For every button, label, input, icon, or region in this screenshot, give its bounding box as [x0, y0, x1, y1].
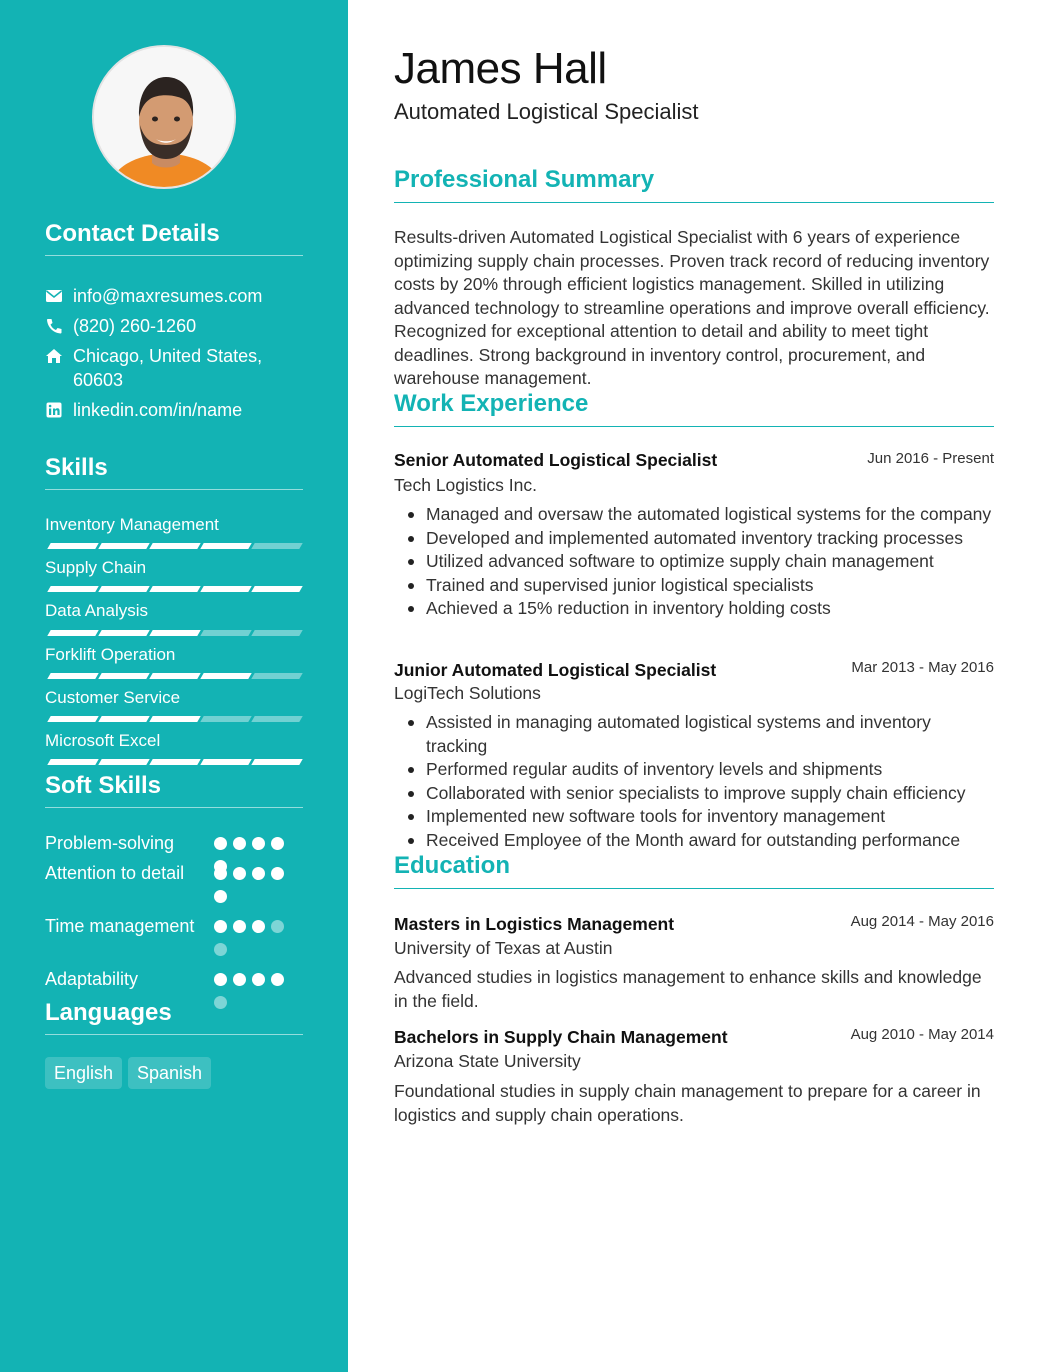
job-bullet: Trained and supervised junior logistical specialists — [404, 574, 994, 598]
experience-heading: Work Experience — [394, 390, 994, 427]
skill-name: Microsoft Excel — [45, 731, 161, 750]
summary-heading: Professional Summary — [394, 166, 994, 203]
skill-bar — [45, 759, 303, 765]
job-company: LogiTech Solutions — [394, 683, 541, 703]
contact-linkedin-text: linkedin.com/in/name — [73, 400, 243, 420]
sidebar — [0, 0, 348, 1372]
soft-skill-name: Adaptability — [45, 969, 139, 989]
job-title: Senior Automated Logistical Specialist — [394, 450, 718, 470]
skill-segment-filled — [149, 630, 200, 636]
skill-segment-empty — [251, 543, 302, 549]
contact-address-text: Chicago, United States, 60603 — [73, 346, 263, 390]
skill-segment-filled — [200, 586, 251, 592]
job-bullet: Achieved a 15% reduction in inventory holding costs — [404, 597, 994, 621]
education-school: Arizona State University — [394, 1051, 581, 1071]
rating-dot-filled — [214, 920, 227, 933]
skill-segment-filled — [47, 716, 98, 722]
skill-segment-filled — [251, 586, 302, 592]
job-dates: Mar 2013 - May 2016 — [851, 659, 994, 676]
rating-dot-filled — [252, 837, 265, 850]
rating-dot-filled — [252, 920, 265, 933]
rating-dot-filled — [214, 890, 227, 903]
skill-name: Inventory Management — [45, 515, 219, 534]
education-dates: Aug 2014 - May 2016 — [850, 913, 994, 930]
education-degree: Masters in Logistics Management — [394, 914, 675, 934]
skill-name: Supply Chain — [45, 558, 147, 577]
skill-segment-filled — [149, 586, 200, 592]
education-description: Foundational studies in supply chain management to prepare for a career in logistics and supply chain operations. — [394, 1081, 981, 1125]
skill-segment-filled — [200, 673, 251, 679]
contact-phone-text: (820) 260-1260 — [73, 316, 197, 336]
skill-segment-empty — [200, 630, 251, 636]
skill-bar — [45, 543, 303, 549]
home-icon — [45, 348, 63, 364]
rating-dot-filled — [233, 837, 246, 850]
skill-segment-filled — [98, 759, 149, 765]
linkedin-icon — [45, 402, 63, 418]
skills-heading: Skills — [45, 454, 303, 490]
email-icon — [45, 288, 63, 304]
skill-segment-filled — [47, 586, 98, 592]
job-company: Tech Logistics Inc. — [394, 475, 537, 495]
skill-segment-empty — [251, 716, 302, 722]
skill-segment-filled — [47, 673, 98, 679]
skill-bar — [45, 673, 303, 679]
candidate-title: Automated Logistical Specialist — [394, 99, 699, 124]
skill-segment-filled — [47, 630, 98, 636]
rating-dot-filled — [252, 973, 265, 986]
avatar — [92, 45, 236, 189]
profile-photo — [94, 47, 236, 189]
languages-heading: Languages — [45, 999, 303, 1035]
skill-segment-filled — [200, 759, 251, 765]
skill-segment-filled — [149, 673, 200, 679]
soft-skills-heading: Soft Skills — [45, 772, 303, 808]
rating-dot-filled — [214, 867, 227, 880]
contact-heading: Contact Details — [45, 220, 303, 256]
phone-icon — [45, 318, 63, 334]
skill-segment-filled — [98, 543, 149, 549]
rating-dot-filled — [233, 973, 246, 986]
skill-segment-empty — [251, 630, 302, 636]
education-heading: Education — [394, 852, 994, 889]
job-dates: Jun 2016 - Present — [867, 450, 994, 467]
skill-segment-filled — [251, 759, 302, 765]
skill-bar — [45, 630, 303, 636]
rating-dot-filled — [271, 973, 284, 986]
language-chip: English — [45, 1057, 122, 1089]
skill-segment-empty — [200, 716, 251, 722]
skill-segment-filled — [98, 673, 149, 679]
job-title: Junior Automated Logistical Specialist — [394, 660, 717, 680]
job-bullet: Managed and oversaw the automated logistical systems for the company — [404, 503, 994, 527]
education-degree: Bachelors in Supply Chain Management — [394, 1027, 728, 1047]
rating-dot-filled — [233, 867, 246, 880]
rating-dot-filled — [271, 837, 284, 850]
rating-dot-empty — [271, 920, 284, 933]
skill-segment-filled — [98, 630, 149, 636]
job-bullet: Implemented new software tools for inventory management — [404, 805, 994, 829]
job-bullets — [404, 503, 994, 621]
rating-dot-filled — [271, 867, 284, 880]
rating-dot-filled — [214, 837, 227, 850]
skill-name: Data Analysis — [45, 601, 148, 620]
job-bullet: Received Employee of the Month award for outstanding performance — [404, 829, 994, 853]
rating-dot-filled — [252, 867, 265, 880]
job-bullet: Utilized advanced software to optimize supply chain management — [404, 550, 994, 574]
skill-segment-empty — [251, 673, 302, 679]
skill-segment-filled — [149, 759, 200, 765]
soft-skill-name: Problem-solving — [45, 833, 175, 853]
skill-name: Customer Service — [45, 688, 181, 707]
skill-bar — [45, 716, 303, 722]
job-bullet: Collaborated with senior specialists to improve supply chain efficiency — [404, 782, 994, 806]
language-chip: Spanish — [128, 1057, 211, 1089]
skill-name: Forklift Operation — [45, 645, 176, 664]
skill-segment-filled — [47, 759, 98, 765]
rating-dot-empty — [214, 943, 227, 956]
soft-skill-name: Attention to detail — [45, 863, 185, 883]
candidate-name: James Hall — [394, 44, 607, 93]
skill-bar — [45, 586, 303, 592]
rating-dot-filled — [233, 920, 246, 933]
job-bullet: Developed and implemented automated inventory tracking processes — [404, 527, 994, 551]
skill-segment-filled — [98, 586, 149, 592]
skill-segment-filled — [98, 716, 149, 722]
job-bullets — [404, 711, 994, 852]
job-bullet: Performed regular audits of inventory levels and shipments — [404, 758, 994, 782]
education-school: University of Texas at Austin — [394, 938, 613, 958]
soft-skill-name: Time management — [45, 916, 195, 936]
contact-email-text: info@maxresumes.com — [73, 286, 263, 306]
job-bullet: Assisted in managing automated logistical systems and inventory tracking — [404, 711, 994, 758]
rating-dot-filled — [214, 973, 227, 986]
skill-segment-filled — [47, 543, 98, 549]
summary-text: Results-driven Automated Logistical Specialist with 6 years of experience optimizing supply chain processes. Proven track record of reducing inventory costs by 20% through efficient logistics management. Skilled in utilizing advanced technology to streamline operations and improve overall efficiency. Recognized for exceptional attention to detail and ability to meet tight deadlines. Strong background in inventory control, procurement, and warehouse management. — [394, 227, 990, 388]
education-description: Advanced studies in logistics management to enhance skills and knowledge in the field. — [394, 967, 982, 1011]
skill-segment-filled — [149, 543, 200, 549]
skill-segment-filled — [200, 543, 251, 549]
education-dates: Aug 2010 - May 2014 — [850, 1026, 994, 1043]
skill-segment-filled — [149, 716, 200, 722]
